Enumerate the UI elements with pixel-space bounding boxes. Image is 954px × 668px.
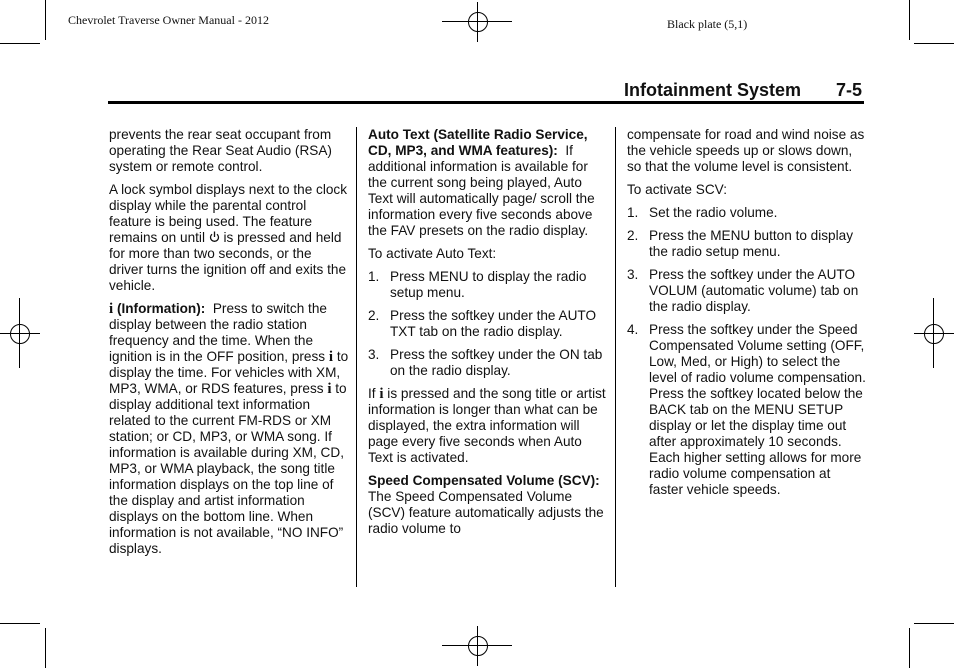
- manual-title: Chevrolet Traverse Owner Manual - 2012: [68, 13, 269, 27]
- paragraph: To activate Auto Text:: [368, 246, 497, 261]
- text-span: is pressed and held for more than two seconds, or the driver turns the ignition off and exits the vehicle.: [109, 230, 347, 293]
- list-item: [627, 322, 867, 498]
- text-span: If information is available during XM, CD, MP3, or WMA playback, the song title information displays on the top line of the display and artist information displays on the bottom line. When information is not available, “NO INFO” displays.: [109, 429, 344, 556]
- crop-mark: [914, 623, 954, 624]
- page-number: 7-5: [836, 80, 863, 100]
- list-item: [627, 267, 867, 315]
- step-text: Press the softkey under the AUTO TXT tab on the radio display.: [390, 308, 597, 339]
- registration-mark-right: [914, 298, 954, 368]
- paragraph: [368, 127, 608, 239]
- list-item: [627, 228, 867, 260]
- step-number: 1.: [368, 269, 380, 284]
- paragraph: To activate SCV:: [627, 182, 727, 197]
- text-span: A lock symbol displays next to the clock display while the parental control feature is being used. The feature remains on until: [109, 182, 347, 245]
- text-span: is pressed and the song title or artist information is longer than what can be displayed, the extra information will page every five seconds when Auto Text is activated.: [368, 386, 606, 465]
- text-span: to display the time. For vehicles with XM, MP3, WMA, or RDS features, press: [109, 349, 349, 396]
- crop-mark: [45, 628, 46, 668]
- crop-mark: [914, 43, 954, 44]
- paragraph: [368, 473, 608, 537]
- header-rule: [108, 101, 864, 104]
- paragraph: [109, 182, 349, 294]
- list-item: [368, 269, 608, 301]
- step-number: 3.: [627, 267, 639, 282]
- list-item: [368, 308, 608, 340]
- text-span: If: [368, 386, 380, 401]
- paragraph: compensate for road and wind noise as the vehicle speeds up or slows down, so that the volume level is consistent.: [627, 127, 865, 174]
- info-icon: i: [328, 349, 334, 365]
- column-divider: [356, 127, 357, 587]
- column-2: [368, 127, 608, 544]
- registration-mark-left: [0, 298, 40, 368]
- info-icon: i: [327, 381, 332, 397]
- paragraph: [368, 386, 608, 466]
- list-item: [627, 205, 867, 221]
- step-number: 4.: [627, 322, 639, 337]
- text-span: Press to switch the display between the radio station frequency and the time. When the ignition is in the OFF position, press: [109, 301, 329, 364]
- step-number: 3.: [368, 347, 380, 362]
- info-icon: i: [109, 301, 114, 317]
- text-span: The Speed Compensated Volume (SCV) feature automatically adjusts the radio volume to: [368, 489, 604, 536]
- plate-label: Black plate (5,1): [667, 17, 748, 31]
- paragraph: prevents the rear seat occupant from operating the Rear Seat Audio (RSA) system or remote control.: [109, 127, 332, 174]
- registration-mark-bottom: [442, 626, 512, 666]
- step-text: Press the softkey under the Speed Compensated Volume setting (OFF, Low, Med, or High) to select the level of radio volume compensation. Press the softkey located below the BACK tab on the MENU SETUP display or let the display time out after approximately 10 seconds. Each higher setting allows for more radio volume compensation at faster vehicle speeds.: [649, 322, 866, 497]
- column-divider: [615, 127, 616, 587]
- step-text: Press the MENU button to display the radio setup menu.: [649, 228, 853, 259]
- step-text: Press the softkey under the ON tab on the radio display.: [390, 347, 603, 378]
- step-number: 2.: [368, 308, 380, 323]
- step-text: Set the radio volume.: [649, 205, 778, 220]
- step-text: Press MENU to display the radio setup menu.: [390, 269, 587, 300]
- text-span: to display additional text information related to the current FM-RDS or XM station; or CD, MP3, or WMA song.: [109, 381, 347, 444]
- crop-mark: [909, 628, 910, 668]
- paragraph: [109, 301, 349, 557]
- term-label: Speed Compensated Volume (SCV):: [368, 473, 600, 488]
- text-span: If additional information is available for the current song being played, Auto Text will automatically page/ scroll the information every five seconds above the FAV presets on the radio display.: [368, 143, 595, 238]
- term-label: Auto Text (Satellite Radio Service, CD, MP3, and WMA features):: [368, 127, 588, 158]
- step-number: 2.: [627, 228, 639, 243]
- section-title: Infotainment System: [624, 80, 802, 100]
- steps-list: [368, 269, 608, 379]
- step-text: Press the softkey under the AUTO VOLUM (automatic volume) tab on the radio display.: [649, 267, 859, 314]
- crop-mark: [909, 0, 910, 40]
- steps-list: [627, 205, 867, 498]
- crop-mark: [45, 0, 46, 40]
- registration-mark-top: [442, 2, 512, 42]
- step-number: 1.: [627, 205, 639, 220]
- term-label: (Information):: [116, 301, 206, 316]
- column-3: [627, 127, 867, 505]
- crop-mark: [0, 623, 40, 624]
- power-icon: [209, 231, 220, 243]
- list-item: [368, 347, 608, 379]
- info-icon: i: [379, 386, 384, 402]
- crop-mark: [0, 43, 40, 44]
- column-1: [109, 127, 349, 564]
